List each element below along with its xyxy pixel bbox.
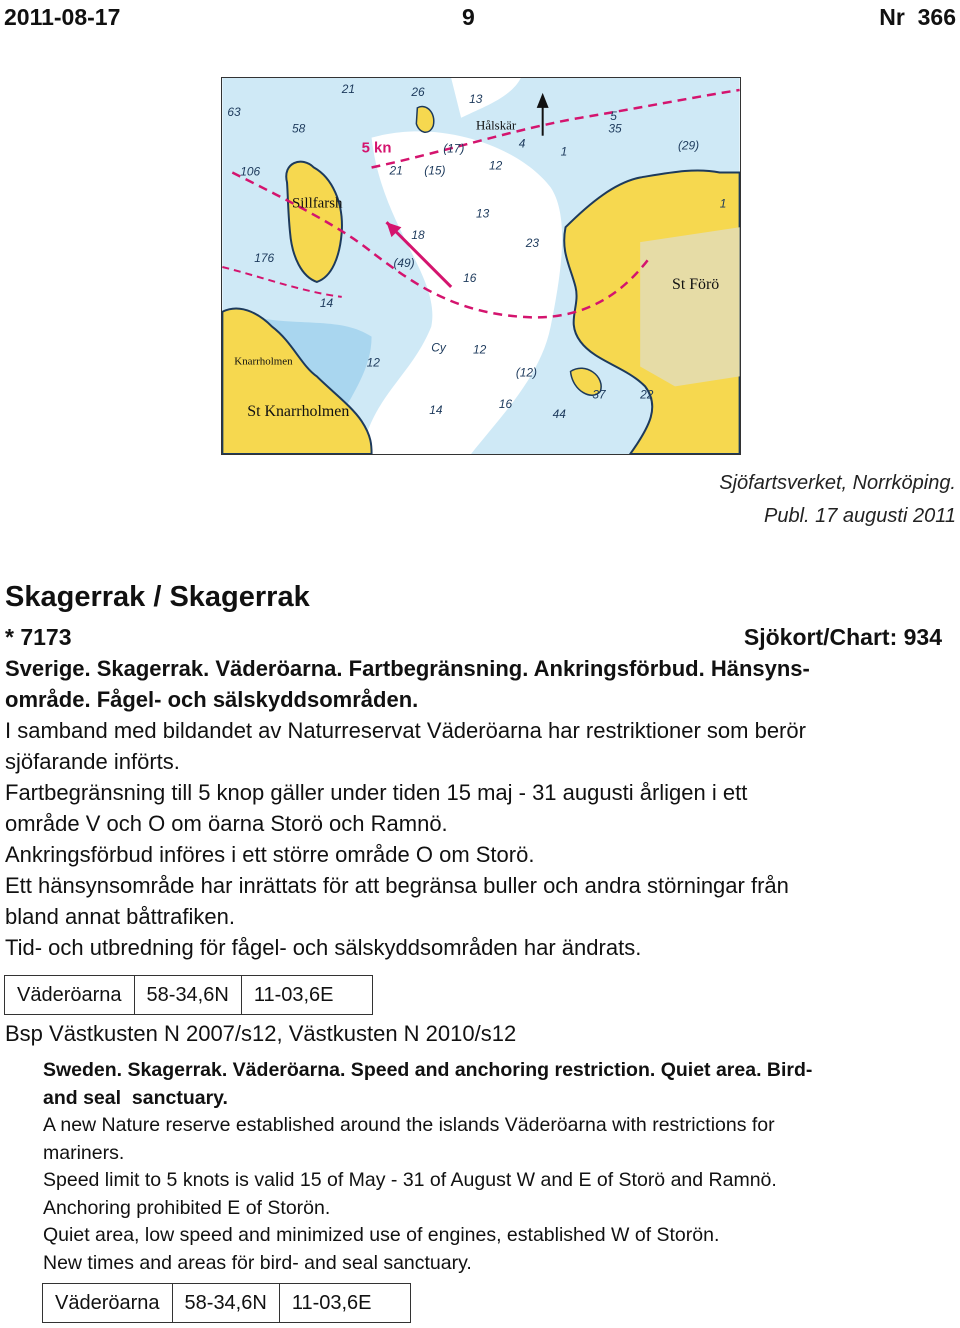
header-date: 2011-08-17 bbox=[4, 4, 121, 30]
depth-sounding: (29) bbox=[677, 138, 700, 153]
depth-sounding: 12 bbox=[473, 342, 487, 357]
position-longitude: 11-03,6E bbox=[279, 1284, 410, 1323]
depth-sounding: 21 bbox=[389, 163, 403, 178]
position-place: Väderöarna bbox=[43, 1284, 173, 1323]
section-title: Skagerrak / Skagerrak bbox=[5, 581, 310, 613]
body-line: New times and areas för bird- and seal sanctuary. bbox=[43, 1251, 472, 1274]
depth-sounding: 58 bbox=[292, 121, 306, 136]
credit-agency: Sjöfartsverket, Norrköping. bbox=[719, 472, 956, 494]
depth-sounding: 18 bbox=[411, 228, 425, 243]
body-line: Quiet area, low speed and minimized use of engines, established W of Storön. bbox=[43, 1224, 720, 1246]
place-label: St Knarrholmen bbox=[247, 403, 350, 421]
depth-sounding: 63 bbox=[227, 104, 241, 119]
depth-sounding: (17) bbox=[443, 141, 465, 156]
notice-title-sv-cont: område. Fågel- och sälskyddsområden. bbox=[5, 687, 419, 712]
depth-sounding: 26 bbox=[411, 84, 425, 99]
body-line: bland annat båttrafiken. bbox=[5, 904, 235, 929]
depth-sounding: 14 bbox=[429, 403, 443, 418]
restricted-area bbox=[640, 227, 739, 386]
place-label: Hålskär bbox=[476, 117, 517, 133]
notice-header-row bbox=[5, 622, 942, 653]
body-line: Fartbegränsning till 5 knop gäller under tiden 15 maj - 31 augusti årligen i ett bbox=[5, 780, 748, 805]
speed-limit-label: 5 kn bbox=[361, 139, 392, 157]
body-line: Ett hänsynsområde har inrättats för att begränsa buller och andra störningar från bbox=[5, 873, 789, 898]
body-line: Ankringsförbud införes i ett större område O om Storö. bbox=[5, 842, 535, 867]
body-line: Anchoring prohibited E of Storön. bbox=[43, 1196, 331, 1219]
body-line: sjöfarande införts. bbox=[5, 749, 180, 774]
depth-sounding: 35 bbox=[608, 121, 622, 136]
depth-sounding: 12 bbox=[366, 355, 380, 370]
depth-sounding: 5 bbox=[610, 108, 617, 123]
depth-sounding: Cy bbox=[431, 340, 446, 355]
depth-sounding: 106 bbox=[240, 164, 261, 179]
depth-sounding: 44 bbox=[552, 407, 566, 422]
place-label: St Förö bbox=[671, 275, 720, 293]
notice-english bbox=[43, 1057, 940, 1277]
position-place: Väderöarna bbox=[5, 976, 135, 1015]
depth-sounding: 1 bbox=[560, 144, 568, 159]
body-line: område V och O om öarna Storö och Ramnö. bbox=[5, 811, 448, 836]
header-issue-number: Nr 366 bbox=[879, 4, 956, 30]
position-latitude: 58-34,6N bbox=[172, 1284, 279, 1323]
depth-sounding: 23 bbox=[525, 236, 540, 251]
body-line: A new Nature reserve established around the islands Väderöarna with restrictions for bbox=[43, 1114, 775, 1136]
notice-number: * 7173 bbox=[5, 624, 72, 650]
depth-sounding: (15) bbox=[424, 163, 446, 178]
depth-sounding: 1 bbox=[719, 196, 727, 211]
position-table-sv bbox=[4, 975, 373, 1015]
depth-sounding: 37 bbox=[592, 387, 606, 402]
body-line: Tid- och utbredning för fågel- och sälskyddsområden har ändrats. bbox=[5, 935, 642, 960]
depth-sounding: 13 bbox=[476, 206, 490, 221]
credit-published-date: Publ. 17 augusti 2011 bbox=[763, 505, 956, 527]
depth-sounding: 16 bbox=[498, 397, 513, 412]
depth-sounding: 4 bbox=[518, 136, 526, 151]
body-line: Speed limit to 5 knots is valid 15 of May - 31 of August W and E of Storö and Ramnö. bbox=[43, 1169, 777, 1191]
nautical-chart-excerpt bbox=[221, 77, 741, 455]
notice-title-en: Sweden. Skagerrak. Väderöarna. Speed and anchoring restriction. Quiet area. Bird- bbox=[43, 1059, 813, 1081]
chart-number: Sjökort/Chart: 934 bbox=[743, 624, 942, 650]
body-line: I samband med bildandet av Naturreservat Väderöarna har restriktioner som berör bbox=[5, 718, 806, 743]
place-label: Knarrholmen bbox=[234, 355, 293, 368]
depth-sounding: 13 bbox=[469, 91, 483, 106]
reference-publications: Bsp Västkusten N 2007/s12, Västkusten N 2010/s12 bbox=[5, 1021, 517, 1046]
depth-sounding: (12) bbox=[515, 365, 538, 380]
position-table-en bbox=[42, 1283, 411, 1323]
depth-sounding: 22 bbox=[640, 387, 654, 402]
position-latitude: 58-34,6N bbox=[134, 976, 241, 1015]
notice-swedish bbox=[5, 622, 942, 963]
place-label: Sillfarsh bbox=[292, 195, 343, 212]
depth-sounding: 176 bbox=[254, 251, 275, 266]
depth-sounding: (49) bbox=[393, 255, 415, 270]
position-longitude: 11-03,6E bbox=[241, 976, 372, 1015]
depth-sounding: 21 bbox=[341, 81, 356, 96]
header-page-number: 9 bbox=[462, 4, 475, 30]
notice-title-sv: Sverige. Skagerrak. Väderöarna. Fartbegränsning. Ankringsförbud. Hänsyns- bbox=[5, 656, 810, 681]
depth-sounding: 16 bbox=[463, 270, 477, 285]
depth-sounding: 14 bbox=[319, 295, 334, 310]
body-line: mariners. bbox=[43, 1141, 125, 1164]
depth-sounding: 12 bbox=[488, 158, 503, 173]
notice-title-en-cont: and seal sanctuary. bbox=[43, 1086, 228, 1109]
